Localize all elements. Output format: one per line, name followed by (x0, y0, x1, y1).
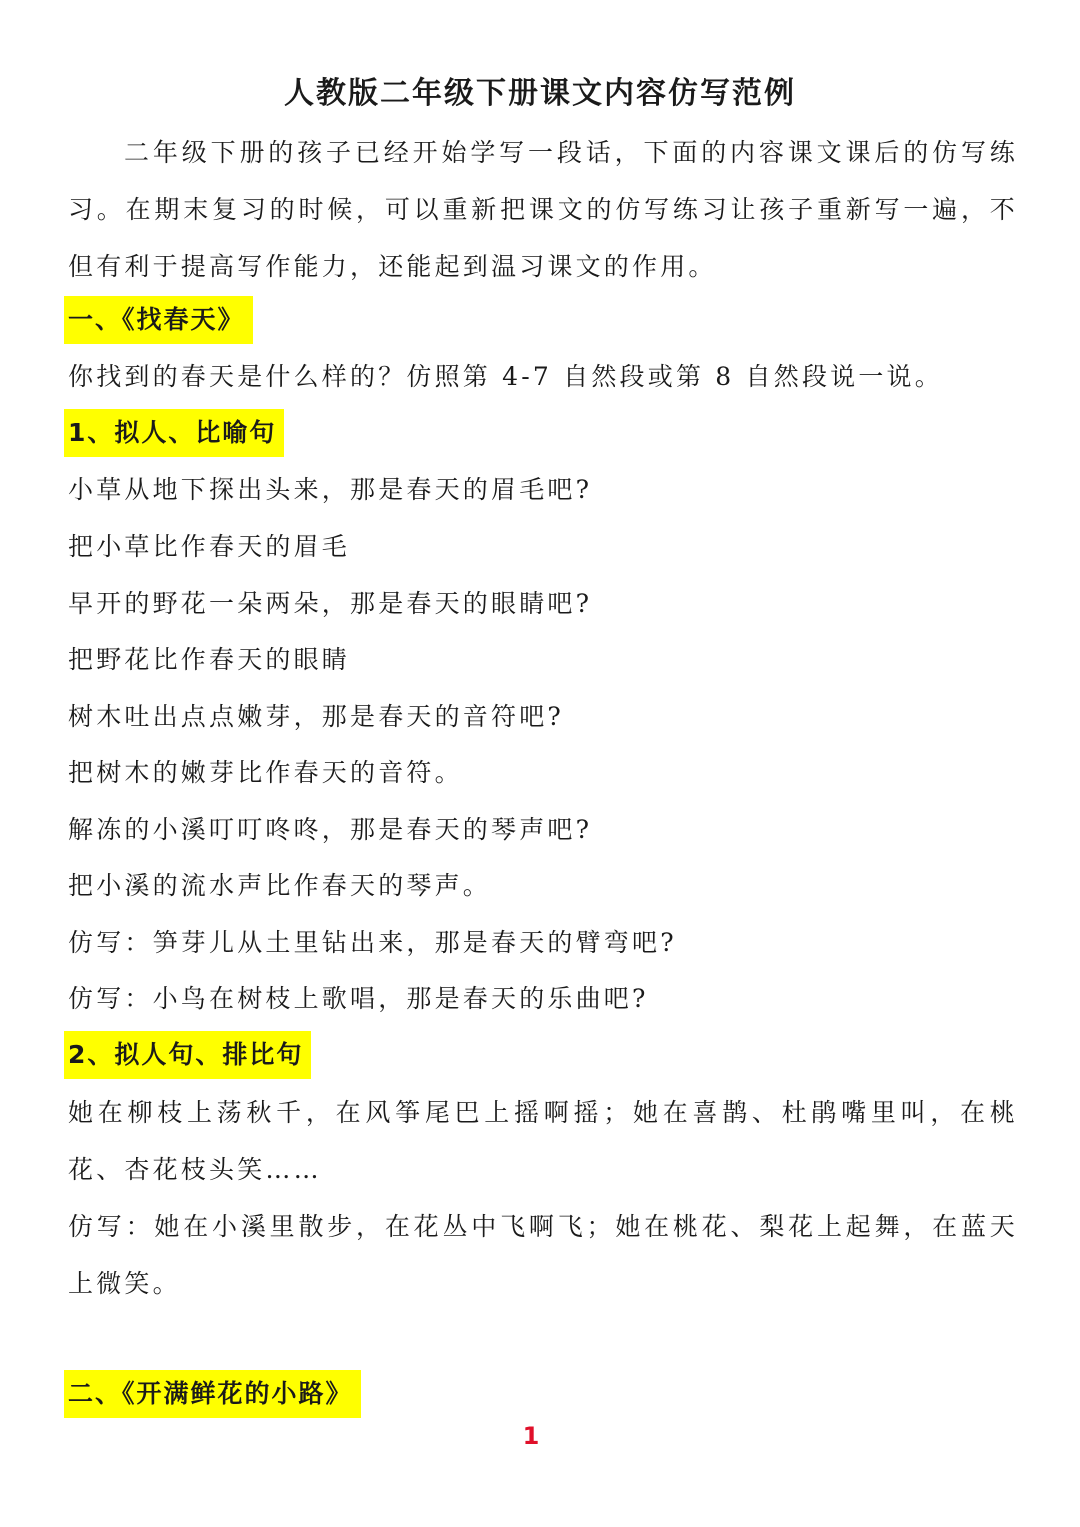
list-item: 把树木的嫩芽比作春天的音符。 (68, 758, 463, 787)
subsection-1-heading: 1、拟人、比喻句 (64, 409, 284, 457)
list-item: 把野花比作春天的眼睛 (68, 645, 351, 674)
section-1-prompt: 你找到的春天是什么样的？仿照第 4-7 自然段或第 8 自然段说一说。 (68, 362, 943, 391)
intro-paragraph: 二年级下册的孩子已经开始学写一段话，下面的内容课文课后的仿写练习。在期末复习的时候，可以重新把课文的仿写练习让孩子重新写一遍，不但有利于提高写作能力，还能起到温习课文的作用。 (68, 138, 1018, 281)
imitation-paragraph: 仿写：她在小溪里散步，在花丛中飞啊飞；她在桃花、梨花上起舞，在蓝天上微笑。 (68, 1212, 1018, 1298)
list-item: 小草从地下探出头来，那是春天的眉毛吧? (68, 475, 593, 504)
page-number: 1 (522, 1422, 540, 1450)
page-title: 人教版二年级下册课文内容仿写范例 (284, 76, 796, 111)
list-item: 仿写：小鸟在树枝上歌唱，那是春天的乐曲吧? (68, 984, 649, 1013)
list-item: 把小草比作春天的眉毛 (68, 532, 351, 561)
section-1-heading: 一、《找春天》 (64, 296, 253, 344)
list-item: 树木吐出点点嫩芽，那是春天的音符吧? (68, 702, 565, 731)
example-paragraph: 她在柳枝上荡秋千，在风筝尾巴上摇啊摇；她在喜鹊、杜鹃嘴里叫，在桃花、杏花枝头笑…… (68, 1098, 1018, 1184)
subsection-2-heading: 2、拟人句、排比句 (64, 1031, 311, 1079)
section-2-heading: 二、《开满鲜花的小路》 (64, 1370, 361, 1418)
list-item: 早开的野花一朵两朵，那是春天的眼睛吧? (68, 589, 593, 618)
list-item: 解冻的小溪叮叮咚咚，那是春天的琴声吧? (68, 815, 593, 844)
list-item: 把小溪的流水声比作春天的琴声。 (68, 871, 492, 900)
list-item: 仿写：笋芽儿从土里钻出来，那是春天的臂弯吧? (68, 928, 677, 957)
